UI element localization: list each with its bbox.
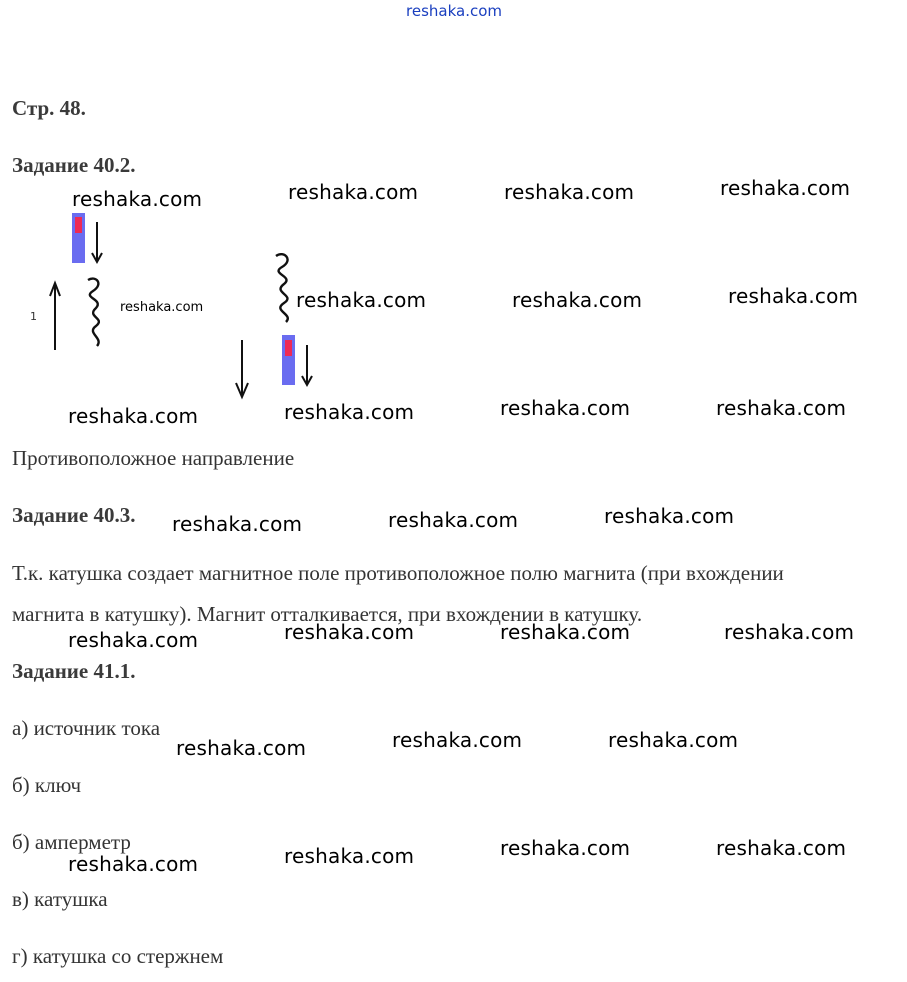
watermark: reshaka.com bbox=[716, 836, 847, 860]
task-40-2-heading: Задание 40.2. bbox=[12, 153, 136, 177]
watermark: reshaka.com bbox=[500, 836, 631, 860]
left-magnet-motion-arrow bbox=[92, 222, 102, 262]
watermark: reshaka.com bbox=[728, 284, 859, 308]
task-41-1-item: а) источник тока bbox=[12, 716, 161, 740]
watermark: reshaka.com bbox=[68, 852, 199, 876]
watermark: reshaka.com bbox=[500, 396, 631, 420]
task-40-3-heading: Задание 40.3. bbox=[12, 503, 136, 527]
watermark: reshaka.com bbox=[388, 508, 519, 532]
task-40-2-answer: Противоположное направление bbox=[12, 446, 295, 470]
watermark-small: reshaka.com bbox=[120, 300, 204, 315]
task-40-3-line-1: Т.к. катушка создает магнитное поле противоположное полю магнита (при вхождении bbox=[12, 561, 784, 585]
watermark: reshaka.com bbox=[604, 504, 735, 528]
left-coil bbox=[88, 279, 99, 346]
watermark: reshaka.com bbox=[724, 620, 855, 644]
watermark: reshaka.com bbox=[68, 404, 199, 428]
watermark: reshaka.com bbox=[284, 844, 415, 868]
left-magnet bbox=[72, 213, 85, 263]
task-41-1-item: б) амперметр bbox=[12, 830, 131, 854]
right-magnet-motion-arrow bbox=[302, 345, 312, 385]
task-40-3-line-2: магнита в катушку). Магнит отталкивается, при вхождении в катушку. bbox=[12, 602, 643, 626]
watermark: reshaka.com bbox=[296, 288, 427, 312]
right-coil bbox=[276, 254, 288, 322]
watermark: reshaka.com bbox=[284, 400, 415, 424]
watermark: reshaka.com bbox=[176, 736, 307, 760]
watermark: reshaka.com bbox=[608, 728, 739, 752]
watermark: reshaka.com bbox=[720, 176, 851, 200]
watermark: reshaka.com bbox=[504, 180, 635, 204]
task-41-1-item: б) ключ bbox=[12, 773, 82, 797]
left-current-arrow bbox=[50, 283, 60, 350]
task-41-1-heading: Задание 41.1. bbox=[12, 659, 136, 683]
right-current-arrow bbox=[236, 340, 248, 397]
task-41-1-item: в) катушка bbox=[12, 887, 108, 911]
watermark: reshaka.com bbox=[288, 180, 419, 204]
watermark: reshaka.com bbox=[512, 288, 643, 312]
page-label: Стр. 48. bbox=[12, 96, 86, 120]
watermark: reshaka.com bbox=[392, 728, 523, 752]
watermark: reshaka.com bbox=[716, 396, 847, 420]
figure-label-1: 1 bbox=[30, 310, 37, 323]
watermark: reshaka.com bbox=[68, 628, 199, 652]
task-41-1-item: г) катушка со стержнем bbox=[12, 944, 224, 968]
watermark: reshaka.com bbox=[500, 620, 631, 644]
right-magnet bbox=[282, 335, 295, 385]
watermark: reshaka.com bbox=[284, 620, 415, 644]
site-header-link[interactable]: reshaka.com bbox=[406, 2, 502, 20]
watermark: reshaka.com bbox=[172, 512, 303, 536]
watermark: reshaka.com bbox=[72, 187, 203, 211]
